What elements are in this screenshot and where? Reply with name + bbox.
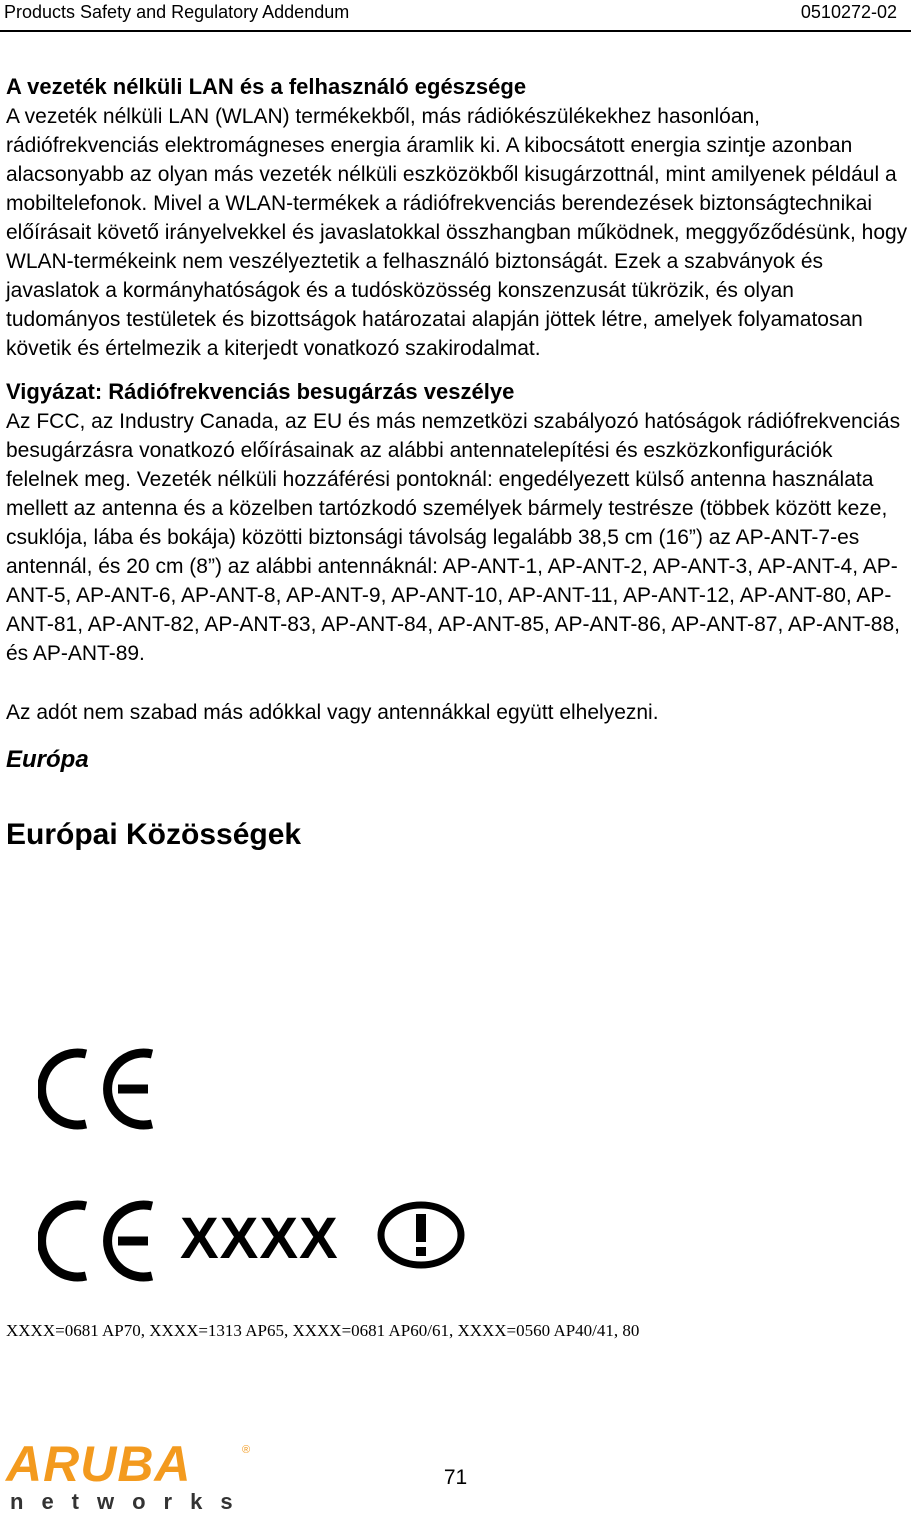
- logo-registered-mark: ®: [242, 1444, 251, 1456]
- header-title: Products Safety and Regulatory Addendum: [4, 2, 350, 22]
- ce-mark-icon: [38, 1198, 158, 1284]
- section-heading-rf-exposure: Vigyázat: Rádiófrekvenciás besugárzás veszélye: [6, 379, 515, 404]
- logo-subtitle: networks: [10, 1489, 251, 1514]
- section-paragraph-colocation: Az adót nem szabad más adókkal vagy antennákkal együtt elhelyezni.: [6, 701, 659, 724]
- exclamation-circle-icon: [370, 1200, 468, 1270]
- section-heading-wlan-health: A vezeték nélküli LAN és a felhasználó egészsége: [6, 74, 527, 99]
- notified-body-number: XXXX: [180, 1206, 339, 1271]
- logo-wordmark: ARUBA: [6, 1436, 192, 1492]
- section-paragraph-wlan-health: A vezeték nélküli LAN (WLAN) termékekből, más rádiókészülékekhez hasonlóan, rádiófrekvenciás elektromágneses energia áramlik ki. A kibocsátott energia szintje azonban alacsonyabb az olyan más vezeték nélküli eszközökből kisugárzottnál, mint amilyenek például a mobiltelefonok. Mivel a WLAN-termékek a rádiófrekvenciás berendezések biztonságtechnikai előírásait követő irányelvekkel és javaslatokkal összhangban működnek, meggyőződésünk, hogy WLAN-termékeink nem veszélyeztetik a felhasználó biztonságát. Ezek a szabványok és javaslatok a kormányhatóságok és a tudósközösség konszenzusát tükrözik, és olyan tudományos testületek és bizottságok határozatai alapján jöttek létre, amelyek folyamatosan követik és értelmezik a kiterjedt vonatkozó szakirodalmat.: [6, 105, 908, 360]
- section-paragraph-rf-exposure: Az FCC, az Industry Canada, az EU és más nemzetközi szabályozó hatóságok rádiófrekvenciás besugárzásra vonatkozó előírásainak az alábbi antennatelepítési és eszközkonfigurációk felelnek meg. Vezeték nélküli hozzáférési pontoknál: engedélyezett külső antenna használata mellett az antenna és a közelben tartózkodó személyek bármely testrésze (többek között keze, csuklója, lába és bokája) közötti biztonsági távolság legalább 38,5 cm (16”) az AP-ANT-7-es antennál, és 20 cm (8”) az alábbi antennáknál: AP-ANT-1, AP-ANT-2, AP-ANT-3, AP-ANT-4, AP-ANT-5, AP-ANT-6, AP-ANT-8, AP-ANT-9, AP-ANT-10, AP-ANT-11, AP-ANT-12, AP-ANT-80, AP-ANT-81, AP-ANT-82, AP-ANT-83, AP-ANT-84, AP-ANT-85, AP-ANT-86, AP-ANT-87, AP-ANT-88, és AP-ANT-89.: [6, 410, 901, 665]
- ce-mark-icon: [38, 1046, 158, 1132]
- notified-body-list: XXXX=0681 AP70, XXXX=1313 AP65, XXXX=0681 AP60/61, XXXX=0560 AP40/41, 80: [6, 1321, 640, 1340]
- page-header: [0, 0, 911, 32]
- region-subheading: Európai Közösségek: [6, 818, 302, 851]
- header-doc-number: 0510272-02: [800, 2, 897, 22]
- main-content: [6, 72, 908, 853]
- page-number: 71: [443, 1466, 468, 1489]
- region-heading: Európa: [6, 746, 89, 773]
